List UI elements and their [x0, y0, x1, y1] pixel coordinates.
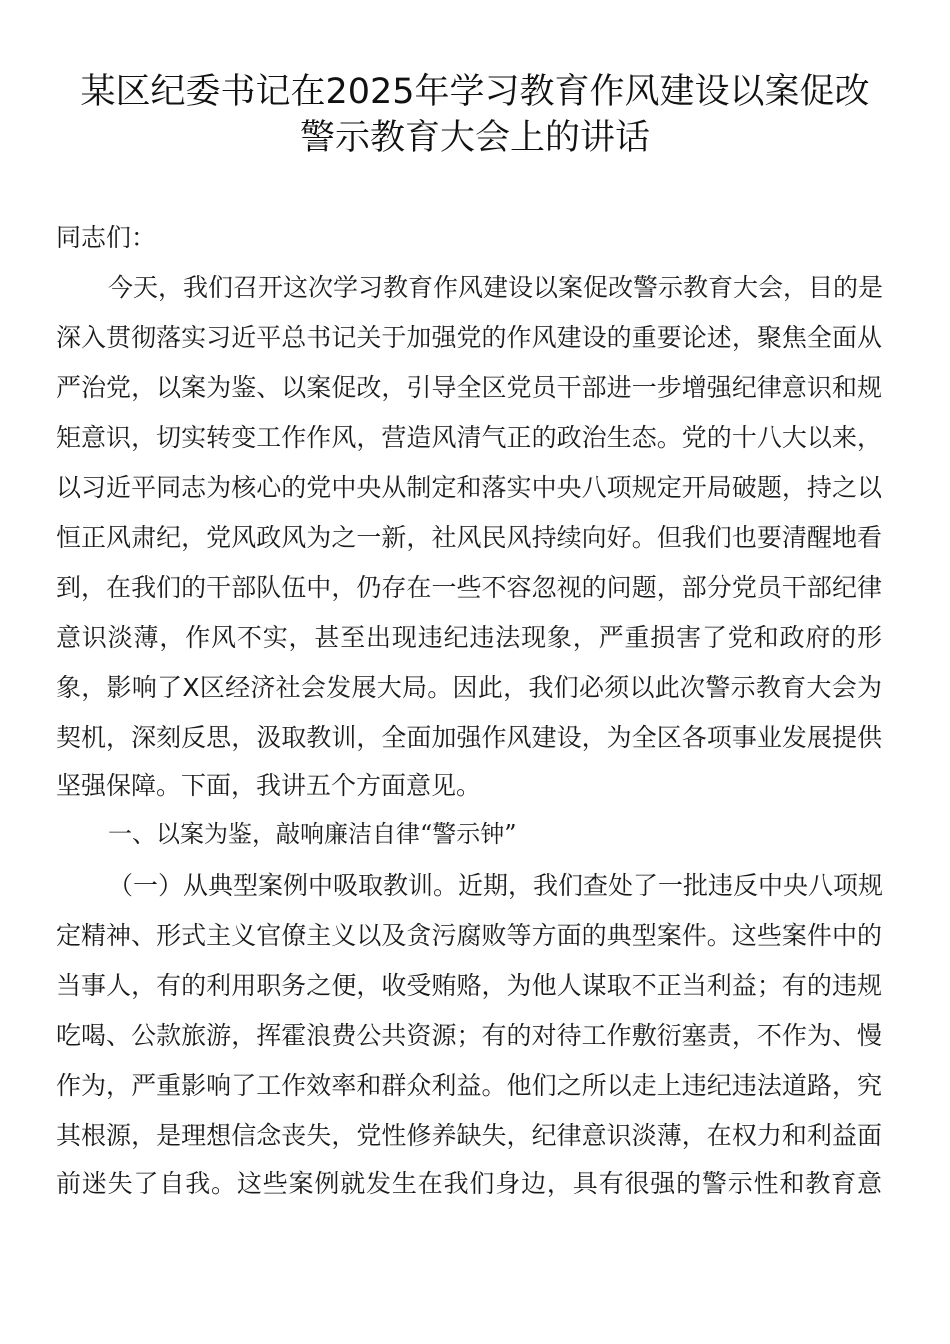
paragraph-line: 矩意识，切实转变工作作风，营造风清气正的政治生态。党的十八大以来， — [56, 423, 882, 452]
paragraph-line: 今天，我们召开这次学习教育作风建设以案促改警示教育大会，目的是 — [108, 273, 884, 302]
section-1-heading: 一、以案为鉴，敲响廉洁自律“警示钟” — [108, 820, 517, 848]
paragraph-line: 以习近平同志为核心的党中央从制定和落实中央八项规定开局破题，持之以 — [56, 473, 882, 502]
paragraph-line: 严治党，以案为鉴、以案促改，引导全区党员干部进一步增强纪律意识和规 — [56, 373, 882, 402]
paragraph-line: 契机，深刻反思，汲取教训，全面加强作风建设，为全区各项事业发展提供 — [56, 723, 882, 752]
paragraph-line: 当事人，有的利用职务之便，收受贿赂，为他人谋取不正当利益；有的违规 — [56, 971, 882, 1000]
document-title-line-2: 警示教育大会上的讲话 — [299, 118, 650, 158]
paragraph-line: 深入贯彻落实习近平总书记关于加强党的作风建设的重要论述，聚焦全面从 — [56, 323, 882, 352]
paragraph-line: 恒正风肃纪，党风政风为之一新，社风民风持续向好。但我们也要清醒地看 — [56, 523, 882, 552]
paragraph-line: 象，影响了X区经济社会发展大局。因此，我们必须以此次警示教育大会为 — [56, 673, 882, 702]
paragraph-line: 作为，严重影响了工作效率和群众利益。他们之所以走上违纪违法道路，究 — [56, 1071, 882, 1100]
greeting: 同志们： — [56, 223, 157, 252]
paragraph-line: 前迷失了自我。这些案例就发生在我们身边，具有很强的警示性和教育意 — [56, 1169, 882, 1198]
paragraph-line: 坚强保障。下面，我讲五个方面意见。 — [56, 771, 482, 800]
document-title-line-1: 某区纪委书记在2025年学习教育作风建设以案促改 — [80, 72, 870, 112]
paragraph-line: 吃喝、公款旅游，挥霍浪费公共资源；有的对待工作敷衍塞责，不作为、慢 — [56, 1021, 882, 1050]
paragraph-line: （一）从典型案例中吸取教训。近期，我们查处了一批违反中央八项规 — [108, 871, 884, 900]
paragraph-line: 到，在我们的干部队伍中，仍存在一些不容忽视的问题，部分党员干部纪律 — [56, 573, 882, 602]
paragraph-line: 定精神、形式主义官僚主义以及贪污腐败等方面的典型案件。这些案件中的 — [56, 921, 882, 950]
paragraph-line: 意识淡薄，作风不实，甚至出现违纪违法现象，严重损害了党和政府的形 — [56, 623, 882, 652]
paragraph-line: 其根源，是理想信念丧失，党性修养缺失，纪律意识淡薄，在权力和利益面 — [56, 1121, 882, 1150]
